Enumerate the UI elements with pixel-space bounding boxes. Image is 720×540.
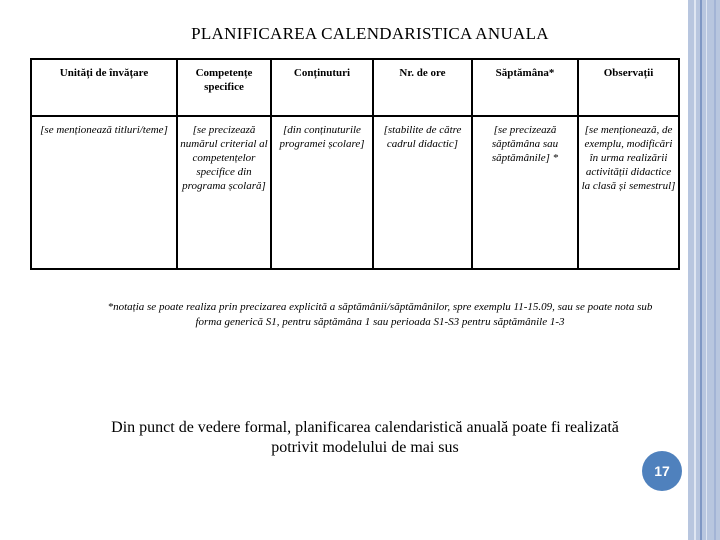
slide-title: PLANIFICAREA CALENDARISTICA ANUALA — [191, 24, 549, 43]
header-cell: Nr. de ore — [373, 59, 472, 116]
header-cell: Unități de învățare — [31, 59, 177, 116]
table-header-row — [31, 59, 679, 116]
main-text: Din punct de vedere formal, planificarea calendaristică anuală poate fi realizată potrivit modelului de mai sus — [111, 419, 619, 456]
table-cell: [se menționează, de exemplu, modificări în urma realizării activității didactice la clasă și semestrul] — [578, 116, 679, 269]
header-cell: Competențe specifice — [177, 59, 271, 116]
header-cell: Săptămâna* — [472, 59, 578, 116]
page-number-badge: 17 — [642, 451, 682, 491]
table-cell: [stabilite de către cadrul didactic] — [373, 116, 472, 269]
header-cell: Conținuturi — [271, 59, 373, 116]
table-cell: [se precizează săptămâna sau săptămânile] * — [472, 116, 578, 269]
table-cell: [se precizează numărul criterial al competențelor specifice din programa școlară] — [177, 116, 271, 269]
table-cell: [din conținuturile programei școlare] — [271, 116, 373, 269]
side-decoration — [688, 0, 720, 540]
planning-table — [30, 58, 680, 270]
table-cell: [se menționează titluri/teme] — [31, 116, 177, 269]
footnote: *notația se poate realiza prin precizarea explicită a săptămânii/săptămânilor, spre exemplu 11-15.09, sau se poate nota sub forma generică S1, pentru săptămâna 1 sau perioada S1-S3 pentru săptămânile 1-3 — [107, 301, 653, 328]
table-row — [31, 116, 679, 269]
header-cell: Observații — [578, 59, 679, 116]
